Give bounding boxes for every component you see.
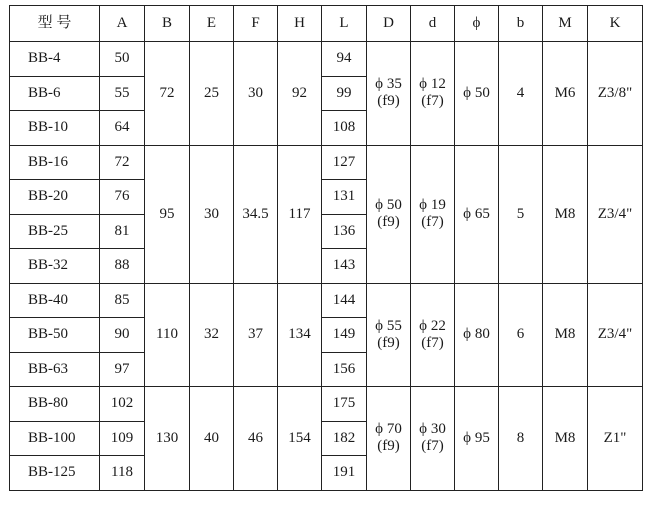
m-cell: M6 bbox=[543, 42, 588, 146]
table-row bbox=[10, 387, 643, 422]
d-lower-fit: (f7) bbox=[421, 93, 444, 110]
header-phi: ϕ bbox=[455, 6, 499, 42]
d-lower-value: ϕ 30 bbox=[419, 421, 446, 438]
l-cell: 144 bbox=[322, 283, 367, 318]
a-cell: 109 bbox=[100, 421, 145, 456]
b-lower-cell: 4 bbox=[499, 42, 543, 146]
header-l: L bbox=[322, 6, 367, 42]
e-cell: 25 bbox=[190, 42, 234, 146]
a-cell: 81 bbox=[100, 214, 145, 249]
b-cell: 130 bbox=[145, 387, 190, 491]
a-cell: 102 bbox=[100, 387, 145, 422]
d-upper-cell bbox=[367, 283, 411, 387]
d-upper-cell bbox=[367, 387, 411, 491]
l-cell: 127 bbox=[322, 145, 367, 180]
model-cell: BB-80 bbox=[10, 387, 100, 422]
m-cell: M8 bbox=[543, 145, 588, 283]
e-cell: 40 bbox=[190, 387, 234, 491]
d-upper-fit: (f9) bbox=[377, 93, 400, 110]
d-lower-fit: (f7) bbox=[421, 214, 444, 230]
d-upper-cell bbox=[367, 145, 411, 283]
d-upper-fit: (f9) bbox=[377, 214, 400, 230]
model-cell: BB-25 bbox=[10, 214, 100, 249]
table-row bbox=[10, 283, 643, 318]
l-cell: 94 bbox=[322, 42, 367, 77]
d-lower-fit: (f7) bbox=[421, 334, 444, 351]
header-d-upper: D bbox=[367, 6, 411, 42]
d-lower-fit: (f7) bbox=[421, 438, 444, 455]
d-upper-value: ϕ 50 bbox=[375, 197, 402, 213]
k-cell: Z1" bbox=[588, 387, 643, 491]
l-cell: 143 bbox=[322, 249, 367, 284]
header-h: H bbox=[278, 6, 322, 42]
d-lower-cell bbox=[411, 283, 455, 387]
a-cell: 55 bbox=[100, 76, 145, 111]
l-cell: 191 bbox=[322, 456, 367, 491]
header-a: A bbox=[100, 6, 145, 42]
header-k: K bbox=[588, 6, 643, 42]
b-lower-cell: 8 bbox=[499, 387, 543, 491]
spec-table bbox=[9, 5, 643, 491]
l-cell: 136 bbox=[322, 214, 367, 249]
table-row bbox=[10, 42, 643, 77]
f-cell: 46 bbox=[234, 387, 278, 491]
a-cell: 88 bbox=[100, 249, 145, 284]
model-cell: BB-4 bbox=[10, 42, 100, 77]
phi-cell: ϕ 80 bbox=[455, 283, 499, 387]
header-model: 型 号 bbox=[10, 6, 100, 42]
f-cell: 34.5 bbox=[234, 145, 278, 283]
e-cell: 30 bbox=[190, 145, 234, 283]
a-cell: 85 bbox=[100, 283, 145, 318]
h-cell: 117 bbox=[278, 145, 322, 283]
m-cell: M8 bbox=[543, 387, 588, 491]
header-m: M bbox=[543, 6, 588, 42]
m-cell: M8 bbox=[543, 283, 588, 387]
d-lower-cell bbox=[411, 145, 455, 283]
d-upper-value: ϕ 70 bbox=[375, 421, 402, 438]
header-d-lower: d bbox=[411, 6, 455, 42]
d-lower-cell bbox=[411, 42, 455, 146]
phi-cell: ϕ 65 bbox=[455, 145, 499, 283]
model-cell: BB-40 bbox=[10, 283, 100, 318]
b-lower-cell: 5 bbox=[499, 145, 543, 283]
l-cell: 99 bbox=[322, 76, 367, 111]
l-cell: 182 bbox=[322, 421, 367, 456]
d-lower-value: ϕ 19 bbox=[419, 197, 446, 213]
model-cell: BB-100 bbox=[10, 421, 100, 456]
table-row bbox=[10, 145, 643, 180]
b-lower-cell: 6 bbox=[499, 283, 543, 387]
h-cell: 154 bbox=[278, 387, 322, 491]
model-cell: BB-125 bbox=[10, 456, 100, 491]
phi-cell: ϕ 50 bbox=[455, 42, 499, 146]
l-cell: 175 bbox=[322, 387, 367, 422]
header-e: E bbox=[190, 6, 234, 42]
header-f: F bbox=[234, 6, 278, 42]
model-cell: BB-16 bbox=[10, 145, 100, 180]
a-cell: 76 bbox=[100, 180, 145, 215]
f-cell: 30 bbox=[234, 42, 278, 146]
f-cell: 37 bbox=[234, 283, 278, 387]
a-cell: 90 bbox=[100, 318, 145, 353]
a-cell: 97 bbox=[100, 352, 145, 387]
b-cell: 110 bbox=[145, 283, 190, 387]
model-cell: BB-6 bbox=[10, 76, 100, 111]
k-cell: Z3/4" bbox=[588, 283, 643, 387]
h-cell: 134 bbox=[278, 283, 322, 387]
phi-cell: ϕ 95 bbox=[455, 387, 499, 491]
a-cell: 72 bbox=[100, 145, 145, 180]
header-row bbox=[10, 6, 643, 42]
header-b: B bbox=[145, 6, 190, 42]
model-cell: BB-32 bbox=[10, 249, 100, 284]
header-b-lower: b bbox=[499, 6, 543, 42]
d-upper-value: ϕ 55 bbox=[375, 317, 402, 334]
d-upper-value: ϕ 35 bbox=[375, 76, 402, 93]
e-cell: 32 bbox=[190, 283, 234, 387]
b-cell: 72 bbox=[145, 42, 190, 146]
l-cell: 108 bbox=[322, 111, 367, 146]
b-cell: 95 bbox=[145, 145, 190, 283]
l-cell: 149 bbox=[322, 318, 367, 353]
d-lower-cell bbox=[411, 387, 455, 491]
d-upper-fit: (f9) bbox=[377, 334, 400, 351]
a-cell: 64 bbox=[100, 111, 145, 146]
model-cell: BB-10 bbox=[10, 111, 100, 146]
d-lower-value: ϕ 22 bbox=[419, 317, 446, 334]
model-cell: BB-50 bbox=[10, 318, 100, 353]
k-cell: Z3/8" bbox=[588, 42, 643, 146]
a-cell: 118 bbox=[100, 456, 145, 491]
l-cell: 131 bbox=[322, 180, 367, 215]
k-cell: Z3/4" bbox=[588, 145, 643, 283]
l-cell: 156 bbox=[322, 352, 367, 387]
d-lower-value: ϕ 12 bbox=[419, 76, 446, 93]
model-cell: BB-63 bbox=[10, 352, 100, 387]
h-cell: 92 bbox=[278, 42, 322, 146]
a-cell: 50 bbox=[100, 42, 145, 77]
d-upper-cell bbox=[367, 42, 411, 146]
d-upper-fit: (f9) bbox=[377, 438, 400, 455]
model-cell: BB-20 bbox=[10, 180, 100, 215]
